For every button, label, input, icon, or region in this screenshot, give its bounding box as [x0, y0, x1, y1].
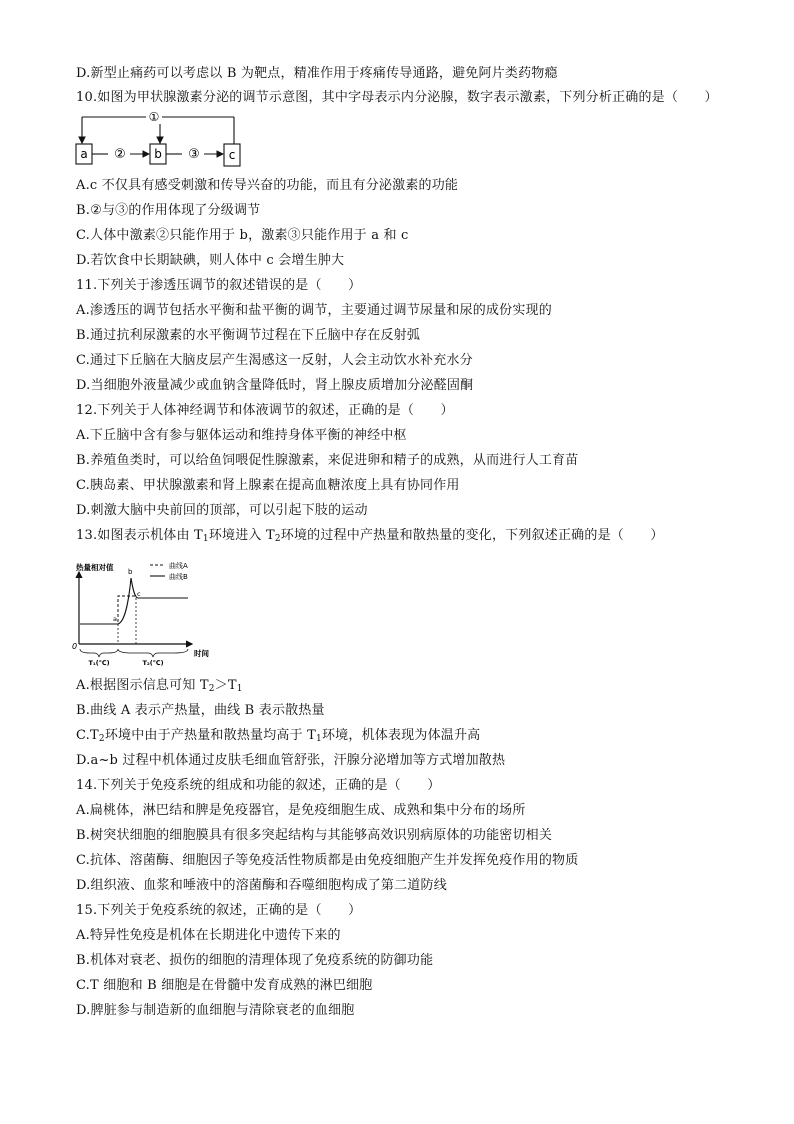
q10-diagram: [74, 108, 244, 170]
q10-option-d: D.若饮食中长期缺碘，则人体中 c 会增生肿大: [76, 253, 345, 268]
q11-stem: 11.下列关于渗透压调节的叙述错误的是（ ）: [76, 278, 362, 293]
curve-b: [80, 578, 188, 624]
gland-a-label: a: [80, 147, 88, 161]
y-axis-label: 热量相对值: [76, 563, 114, 572]
q12-option-b: B.养殖鱼类时，可以给鱼饲喂促性腺激素，来促进卵和精子的成熟，从而进行人工育苗: [76, 453, 579, 468]
q13-figure: [70, 558, 210, 670]
q15-stem: 15.下列关于免疫系统的叙述，正确的是（ ）: [76, 903, 362, 918]
legend-a-label: 曲线A: [169, 562, 188, 570]
q13-option-a: A.根据图示信息可知 $T_2>T_1$: [76, 678, 243, 694]
q11-option-a: A.渗透压的调节包括水平衡和盐平衡的调节，主要通过调节尿量和尿的成份实现的: [76, 303, 552, 318]
point-c-label: c: [137, 590, 141, 598]
q11-option-b: B.通过抗利尿激素的水平衡调节过程在下丘脑中存在反射弧: [76, 328, 421, 343]
q14-option-a: A.扁桃体，淋巴结和脾是免疫器官，是免疫细胞生成、成熟和集中分布的场所: [76, 803, 526, 818]
q14-option-b: B.树突状细胞的细胞膜具有很多突起结构与其能够高效识别病原体的功能密切相关: [76, 828, 553, 843]
q12-option-c: C.胰岛素、甲状腺激素和肾上腺素在提高血糖浓度上具有协同作用: [76, 478, 460, 493]
gland-c-label: c: [228, 148, 236, 162]
q14-stem: 14.下列关于免疫系统的组成和功能的叙述，正确的是（ ）: [76, 778, 441, 793]
q13-stem: 13.如图表示机体由 $T_1$环境进入 $T_2$环境的过程中产热量和散热量的变化，下列叙述正确的是（ ）: [76, 528, 664, 544]
q12-option-a: A.下丘脑中含有参与躯体运动和维持身体平衡的神经中枢: [76, 428, 407, 443]
hormone-1-label: ①: [148, 110, 160, 124]
point-b-label: b: [128, 568, 133, 576]
q14-option-c: C.抗体、溶菌酶、细胞因子等免疫活性物质都是由免疫细胞产生并发挥免疫作用的物质: [76, 853, 579, 868]
q10-option-c: C.人体中激素②只能作用于 b，激素③只能作用于 a 和 c: [76, 228, 409, 243]
q13-option-c: $C.T_2$环境中由于产热量和散热量均高于 $T_1$环境，机体表现为体温升高: [76, 728, 481, 744]
hormone-2-label: ②: [114, 147, 126, 162]
point-a-label: a: [113, 615, 117, 623]
q15-option-b: B.机体对衰老、损伤的细胞的清理体现了免疫系统的防御功能: [76, 953, 434, 968]
q13-option-b: B.曲线 A 表示产热量，曲线 B 表示散热量: [76, 703, 325, 718]
q15-option-c: C.T 细胞和 B 细胞是在骨髓中发育成熟的淋巴细胞: [76, 978, 373, 993]
t1-label: T₁(℃): [88, 659, 110, 667]
q15-option-d: D.脾脏参与制造新的血细胞与清除衰老的血细胞: [76, 1003, 355, 1018]
x-axis-label: 时间: [194, 649, 209, 658]
q10-option-a: A.c 不仅具有感受刺激和传导兴奋的功能，而且有分泌激素的功能: [76, 178, 459, 193]
q9-option-d: D.新型止痛药可以考虑以 B 为靶点，精准作用于疼痛传导通路，避免阿片类药物瘾: [76, 66, 558, 81]
hormone-3-label: ③: [188, 147, 200, 162]
t2-brace: [118, 649, 188, 657]
legend-b-label: 曲线B: [169, 573, 188, 581]
q11-option-c: C.通过下丘脑在大脑皮层产生渴感这一反射，人会主动饮水补充水分: [76, 353, 473, 368]
t1-brace: [80, 649, 118, 657]
t2-label: T₂(℃): [142, 659, 164, 667]
q14-option-d: D.组织液、血浆和唾液中的溶菌酶和吞噬细胞构成了第二道防线: [76, 878, 447, 893]
q15-option-a: A.特异性免疫是机体在长期进化中遗传下来的: [76, 928, 341, 943]
gland-b-label: b: [154, 147, 162, 161]
q10-stem: 10.如图为甲状腺激素分泌的调节示意图，其中字母表示内分泌腺，数字表示激素，下列分析正确的是（ ）: [76, 90, 718, 105]
q11-option-d: D.当细胞外液量减少或血钠含量降低时，肾上腺皮质增加分泌醛固酮: [76, 378, 474, 393]
q12-option-d: D.刺激大脑中央前回的顶部，可以引起下肢的运动: [76, 503, 368, 518]
q12-stem: 12.下列关于人体神经调节和体液调节的叙述，正确的是（ ）: [76, 403, 454, 418]
origin-label: 0: [72, 642, 78, 651]
q10-option-b: B.②与③的作用体现了分级调节: [76, 203, 261, 218]
q13-option-d: D.a~b 过程中机体通过皮肤毛细血管舒张，汗腺分泌增加等方式增加散热: [76, 753, 506, 768]
